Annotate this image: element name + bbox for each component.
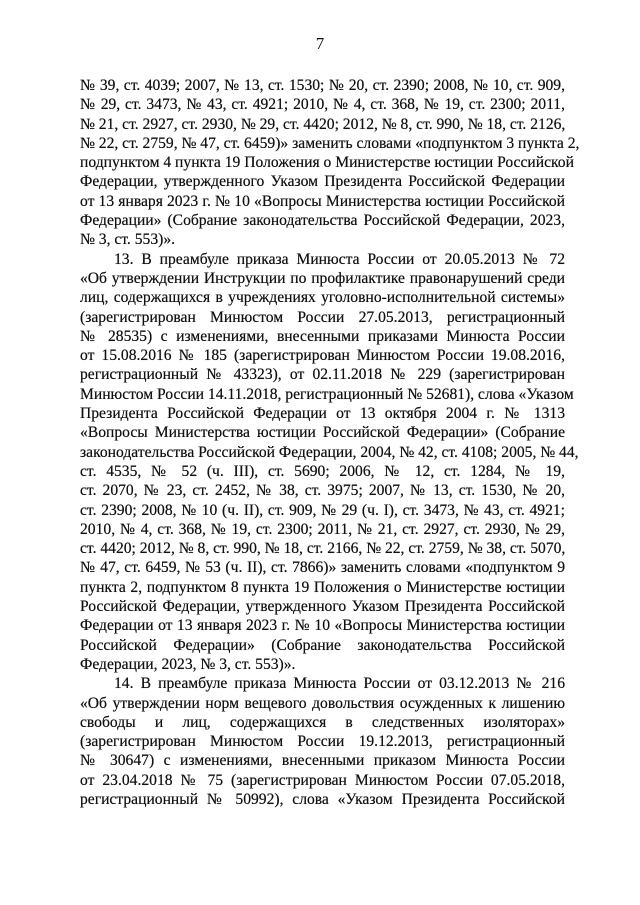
paragraph	[80, 674, 565, 809]
text-line: 14. В преамбуле приказа Минюста России от 03.12.2013 № 216	[114, 675, 565, 693]
text-line: ст. 4420; 2012, № 8, ст. 990, № 18, ст. 2166, № 22, ст. 2759, № 38, ст. 5070,	[80, 540, 566, 558]
text-line: № 39, ст. 4039; 2007, № 13, ст. 1530; № 20, ст. 2390; 2008, № 10, ст. 909,	[80, 77, 565, 94]
text-line: № 30647) с изменениями, внесенными приказом Минюста России	[80, 752, 565, 770]
text-line: № 29, ст. 3473, № 43, ст. 4921; 2010, № 4, ст. 368, № 19, ст. 2300; 2011,	[80, 96, 565, 114]
text-line: № 28535) с изменениями, внесенными приказами Минюста России	[80, 327, 565, 345]
text-line: Федерации, утвержденного Указом Президента Российской Федерации	[80, 173, 565, 191]
paragraph	[80, 250, 579, 675]
page-number: 7	[315, 34, 325, 53]
text-line: (зарегистрирован Минюстом России 27.05.2013, регистрационный	[80, 308, 565, 326]
text-line: лиц, содержащихся в учреждениях уголовно-исполнительной системы»	[80, 289, 565, 307]
text-line: ст. 2070, № 23, ст. 2452, № 38, ст. 3975; 2007, № 13, ст. 1530, № 20,	[80, 482, 565, 500]
text-line: от 13 января 2023 г. № 10 «Вопросы Министерства юстиции Российской	[80, 192, 565, 210]
text-line: ст. 2390; 2008, № 10 (ч. II), ст. 909, № 29 (ч. I), ст. 3473, № 43, ст. 4921;	[80, 501, 565, 519]
text-line: регистрационный № 50992), слова «Указом Президента Российской	[80, 790, 565, 808]
text-line: «Вопросы Министерства юстиции Российской Федерации» (Собрание	[80, 424, 565, 442]
text-line: пункта 2, подпунктом 8 пункта 19 Положения о Министерстве юстиции	[80, 578, 565, 596]
text-line: от 15.08.2016 № 185 (зарегистрирован Минюстом России 19.08.2016,	[80, 347, 565, 365]
text-line: «Об утверждении Инструкции по профилактике правонарушений среди	[80, 269, 565, 287]
text-line: Федерации» (Собрание законодательства Российской Федерации, 2023,	[80, 212, 565, 230]
text-line: законодательства Российской Федерации, 2004, № 42, ст. 4108; 2005, № 44,	[80, 443, 579, 461]
paragraph	[80, 76, 580, 250]
text-line: ст. 4535, № 52 (ч. III), ст. 5690; 2006, № 12, ст. 1284, № 19,	[80, 462, 565, 480]
text-line: № 47, ст. 6459, № 53 (ч. II), ст. 7866)» заменить словами «подпунктом 9	[80, 559, 565, 577]
text-line: подпунктом 4 пункта 19 Положения о Министерстве юстиции Российской	[80, 154, 574, 172]
text-line: регистрационный № 43323), от 02.11.2018 № 229 (зарегистрирован	[80, 366, 565, 384]
text-line: «Об утверждении норм вещевого довольствия осужденных к лишению	[80, 694, 565, 712]
text-line: Минюстом России 14.11.2018, регистрационный № 52681), слова «Указом	[80, 385, 574, 403]
text-line: (зарегистрирован Минюстом России 19.12.2013, регистрационный	[80, 733, 565, 751]
document-body	[80, 76, 580, 809]
text-line: № 21, ст. 2927, ст. 2930, № 29, ст. 4420; 2012, № 8, ст. 990, № 18, ст. 2126,	[80, 115, 566, 133]
text-line: Федерации от 13 января 2023 г. № 10 «Вопросы Министерства юстиции	[80, 617, 565, 635]
text-line: № 3, ст. 553)».	[80, 231, 176, 249]
text-line: свободы и лиц, содержащихся в следственных изоляторах»	[80, 713, 565, 731]
text-line: Федерации, 2023, № 3, ст. 553)».	[80, 655, 296, 673]
text-line: № 22, ст. 2759, № 47, ст. 6459)» заменить словами «подпунктом 3 пункта 2,	[80, 134, 580, 152]
text-line: 13. В преамбуле приказа Минюста России от 20.05.2013 № 72	[114, 250, 565, 268]
text-line: от 23.04.2018 № 75 (зарегистрирован Минюстом России 07.05.2018,	[80, 771, 565, 789]
text-line: Президента Российской Федерации от 13 октября 2004 г. № 1313	[80, 405, 565, 423]
text-line: 2010, № 4, ст. 368, № 19, ст. 2300; 2011, № 21, ст. 2927, ст. 2930, № 29,	[80, 520, 565, 538]
text-line: Российской Федерации» (Собрание законодательства Российской	[80, 636, 565, 654]
text-line: Российской Федерации, утвержденного Указом Президента Российской	[80, 598, 565, 616]
